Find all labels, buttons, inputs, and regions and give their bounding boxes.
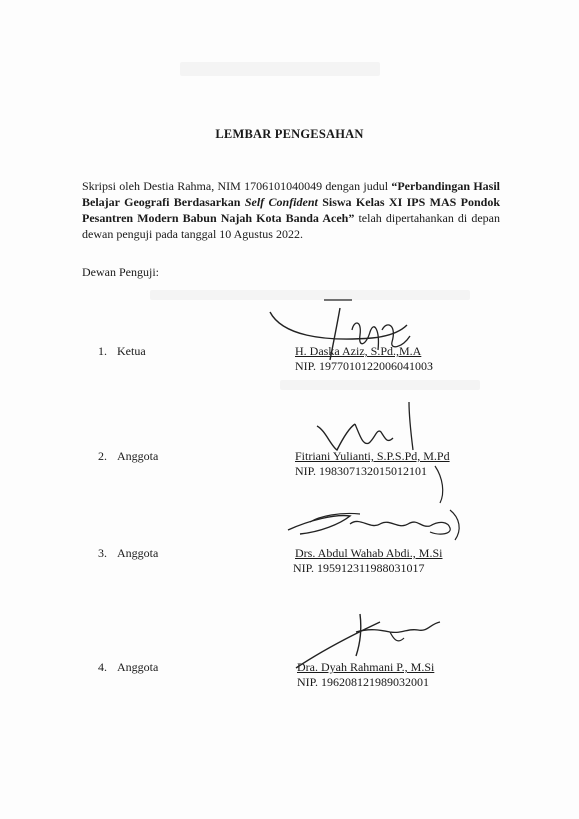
examiner-name: Fitriani Yulianti, S.P.S.Pd, M.Pd — [295, 449, 450, 463]
thesis-title-italic: Self Confident — [244, 195, 318, 209]
thesis-title-part: Siswa Kelas XI IPS MAS Pondok Pesantren Modern Babun Najah Kota Banda Aceh” — [82, 195, 501, 225]
approval-statement — [82, 178, 500, 242]
thesis-title-part: “Perbandingan Hasil Belajar Geografi Berdasarkan — [82, 179, 500, 209]
signature-4 — [290, 600, 450, 680]
signature-3 — [280, 500, 470, 550]
examiner-nip: NIP. 195912311988031017 — [293, 561, 425, 575]
bleed-through-artifact — [280, 380, 480, 390]
statement-text: telah dipertahankan di depan dewan penguji pada tanggal 10 Agustus 2022. — [82, 211, 500, 241]
signature-2 — [305, 398, 465, 458]
page-title: LEMBAR PENGESAHAN — [215, 127, 364, 141]
examiner-nip: NIP. 197701012200604100З — [295, 359, 434, 373]
examiner-nip: NIP. 198307132015012101 — [295, 464, 428, 478]
bleed-through-artifact — [180, 62, 380, 76]
examiner-number: 4. — [98, 660, 107, 674]
examiner-nip: NIP. 196208121989032001 — [297, 675, 430, 689]
examiner-name: Drs. Abdul Wahab Abdi., M.Si — [295, 546, 443, 560]
statement-text: Skripsi oleh Destia Rahma, NIM 1706101040049 dengan judul — [82, 179, 392, 193]
examiner-name: H. Daska Aziz, S.Pd.,M.A — [295, 344, 422, 358]
signature-1 — [262, 290, 432, 365]
examiner-role: Anggota — [117, 449, 159, 463]
examiner-number: 3. — [98, 546, 107, 560]
examiner-name: Dra. Dyah Rahmani P., M.Si — [297, 660, 435, 674]
examiner-role: Ketua — [117, 344, 146, 358]
examiner-role: Anggota — [117, 660, 159, 674]
examiner-role: Anggota — [117, 546, 159, 560]
examiners-label: Dewan Penguji: — [82, 265, 159, 279]
examiner-number: 2. — [98, 449, 107, 463]
examiner-number: 1. — [98, 344, 107, 358]
